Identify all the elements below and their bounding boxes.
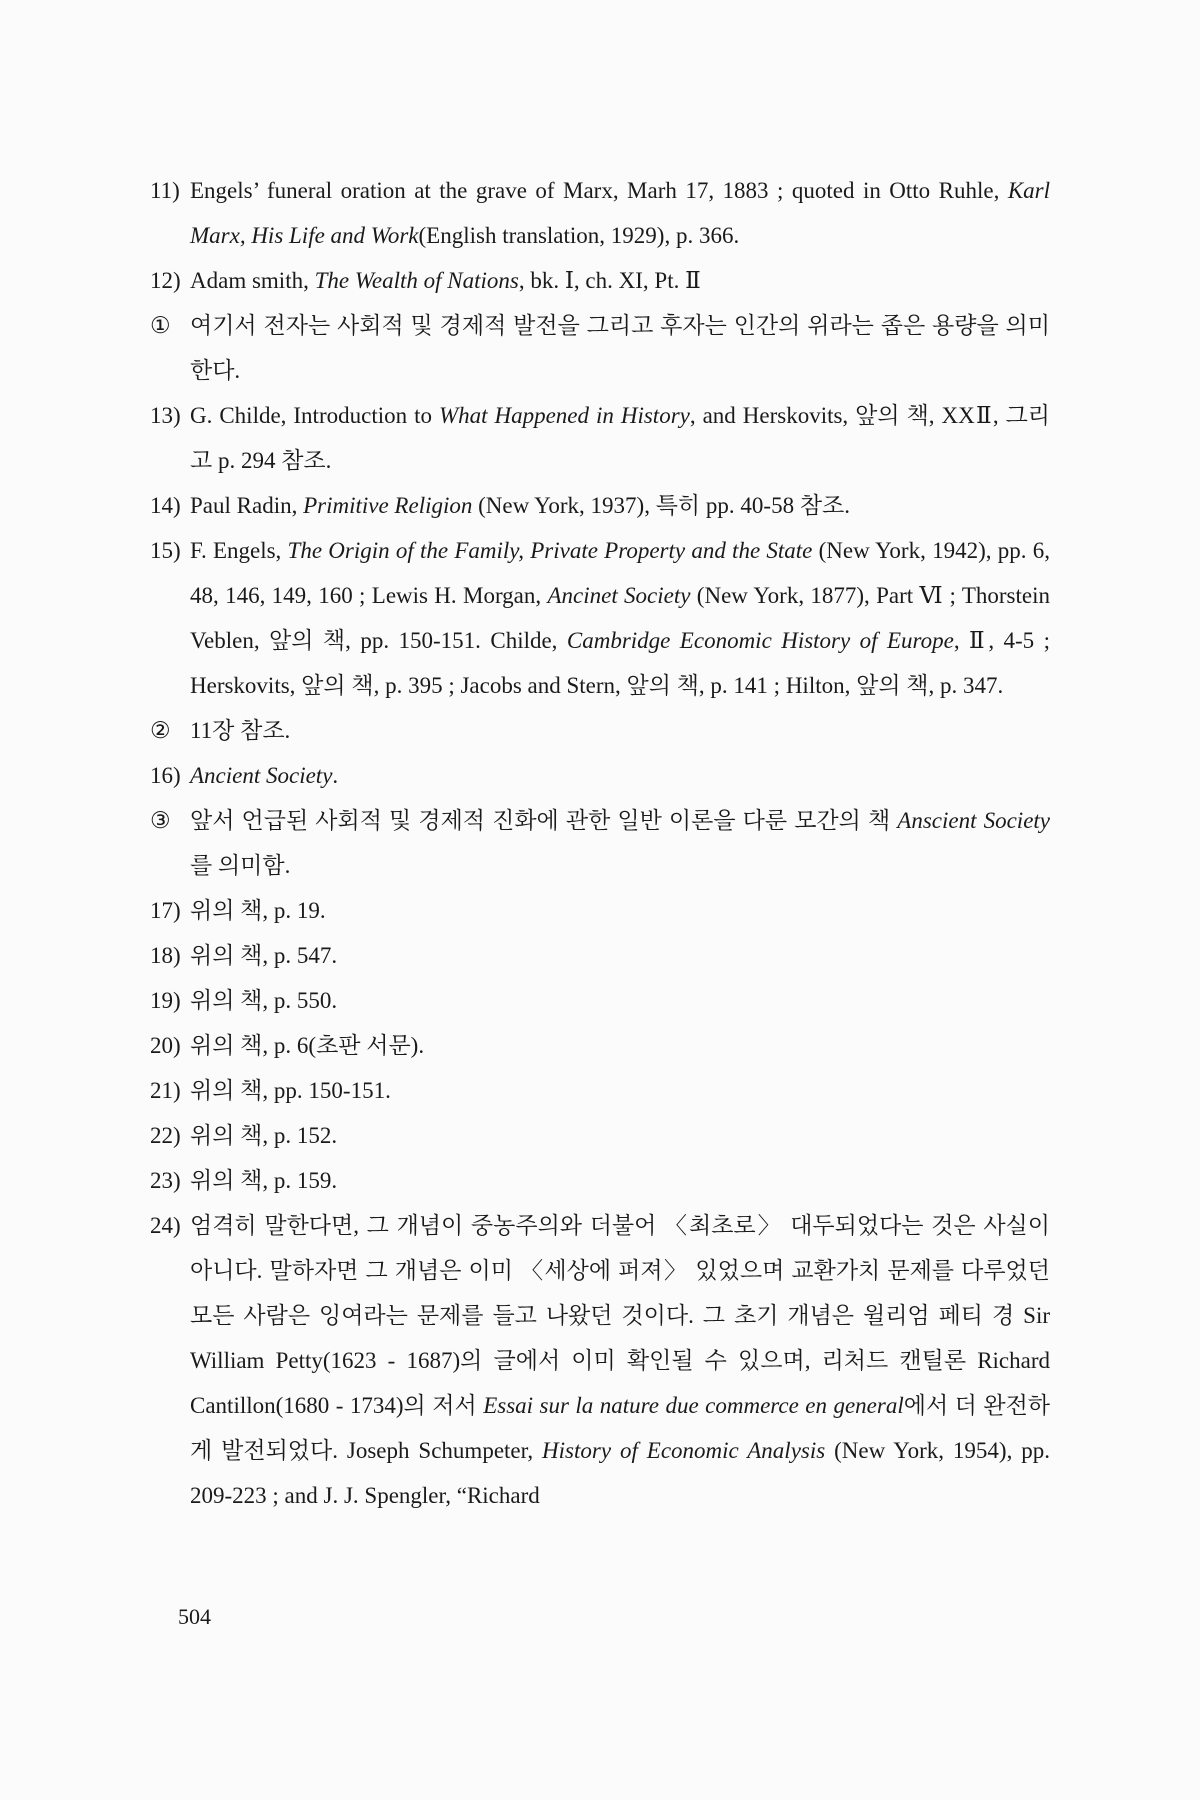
endnote-text: Engels’ funeral oration at the grave of Marx, Marh 17, 1883 ; quoted in Otto Ruhle, Karl Marx, His Life and Work(English translation, 1929), p. 366. <box>190 178 1050 248</box>
endnote-number: 11) <box>150 178 180 203</box>
endnote-number: 23) <box>150 1168 181 1193</box>
endnote-number: 19) <box>150 988 181 1013</box>
endnote-number: ① <box>150 313 171 338</box>
endnote-item <box>150 303 1050 393</box>
endnote-text: 위의 책, p. 547. <box>190 943 338 968</box>
endnote-text: 위의 책, p. 550. <box>190 988 338 1013</box>
endnote-number: 24) <box>150 1213 181 1238</box>
endnote-text: 위의 책, p. 152. <box>190 1123 338 1148</box>
endnote-number: 21) <box>150 1078 181 1103</box>
endnote-item <box>150 708 1050 753</box>
endnote-number: ② <box>150 718 171 743</box>
endnote-text: Ancient Society. <box>190 763 339 788</box>
endnote-item <box>150 1158 1050 1203</box>
endnote-number: 17) <box>150 898 181 923</box>
endnote-number: ③ <box>150 808 171 833</box>
endnote-text: 위의 책, pp. 150-151. <box>190 1078 391 1103</box>
endnote-item <box>150 528 1050 708</box>
endnote-number: 13) <box>150 403 181 428</box>
endnote-number: 20) <box>150 1033 181 1058</box>
endnote-text: 위의 책, p. 19. <box>190 898 326 923</box>
endnote-number: 18) <box>150 943 181 968</box>
endnote-item <box>150 888 1050 933</box>
endnote-item <box>150 1203 1050 1518</box>
endnote-text: 위의 책, p. 6(초판 서문). <box>190 1033 425 1058</box>
endnote-number: 22) <box>150 1123 181 1148</box>
endnote-item <box>150 168 1050 258</box>
endnote-text: F. Engels, The Origin of the Family, Private Property and the State (New York, 1942), pp. 6, 48, 146, 149, 160 ; Lewis H. Morgan, Ancinet Society (New York, 1877), Part Ⅵ ; Thorstein Veblen, 앞의 책, pp. 150-151. Childe, Cambridge Economic History of Europe, Ⅱ, 4-5 ; Herskovits, 앞의 책, p. 395 ; Jacobs and Stern, 앞의 책, p. 141 ; Hilton, 앞의 책, p. 347. <box>190 538 1050 698</box>
page-number: 504 <box>178 1604 211 1629</box>
endnote-text: Paul Radin, Primitive Religion (New York, 1937), 특히 pp. 40-58 참조. <box>190 493 851 518</box>
endnote-item <box>150 1113 1050 1158</box>
endnote-text: 위의 책, p. 159. <box>190 1168 338 1193</box>
endnote-item <box>150 978 1050 1023</box>
endnote-item <box>150 1023 1050 1068</box>
endnote-text: Adam smith, The Wealth of Nations, bk. Ⅰ, ch. XI, Pt. Ⅱ <box>190 268 701 293</box>
endnote-text: G. Childe, Introduction to What Happened in History, and Herskovits, 앞의 책, XXⅡ, 그리고 p. 294 참조. <box>190 403 1051 473</box>
endnote-item <box>150 753 1050 798</box>
endnote-item <box>150 393 1050 483</box>
endnote-number: 14) <box>150 493 181 518</box>
endnote-text: 11장 참조. <box>190 718 291 743</box>
endnote-text: 엄격히 말한다면, 그 개념이 중농주의와 더불어 〈최초로〉 대두되었다는 것은 사실이 아니다. 말하자면 그 개념은 이미 〈세상에 퍼져〉 있었으며 교환가치 문제를 다루었던 모든 사람은 잉여라는 문제를 들고 나왔던 것이다. 그 초기 개념은 윌리엄 페티 경 Sir William Petty(1623 - 1687)의 글에서 이미 확인될 수 있으며, 리처드 캔틸론 Richard Cantillon(1680 - 1734)의 저서 Essai sur la nature due commerce en general에서 더 완전하게 발전되었다. Joseph Schumpeter, History of Economic Analysis (New York, 1954), pp. 209-223 ; and J. J. Spengler, “Richard <box>190 1213 1051 1508</box>
endnotes-list <box>150 168 1050 1518</box>
endnote-number: 15) <box>150 538 181 563</box>
endnote-number: 16) <box>150 763 181 788</box>
endnote-item <box>150 258 1050 303</box>
endnote-text: 여기서 전자는 사회적 및 경제적 발전을 그리고 후자는 인간의 위라는 좁은 용량을 의미한다. <box>190 313 1050 383</box>
endnote-number: 12) <box>150 268 181 293</box>
endnote-item <box>150 483 1050 528</box>
endnote-item <box>150 933 1050 978</box>
endnote-item <box>150 1068 1050 1113</box>
endnote-item <box>150 798 1050 888</box>
endnote-text: 앞서 언급된 사회적 및 경제적 진화에 관한 일반 이론을 다룬 모간의 책 Anscient Society를 의미함. <box>190 808 1050 878</box>
